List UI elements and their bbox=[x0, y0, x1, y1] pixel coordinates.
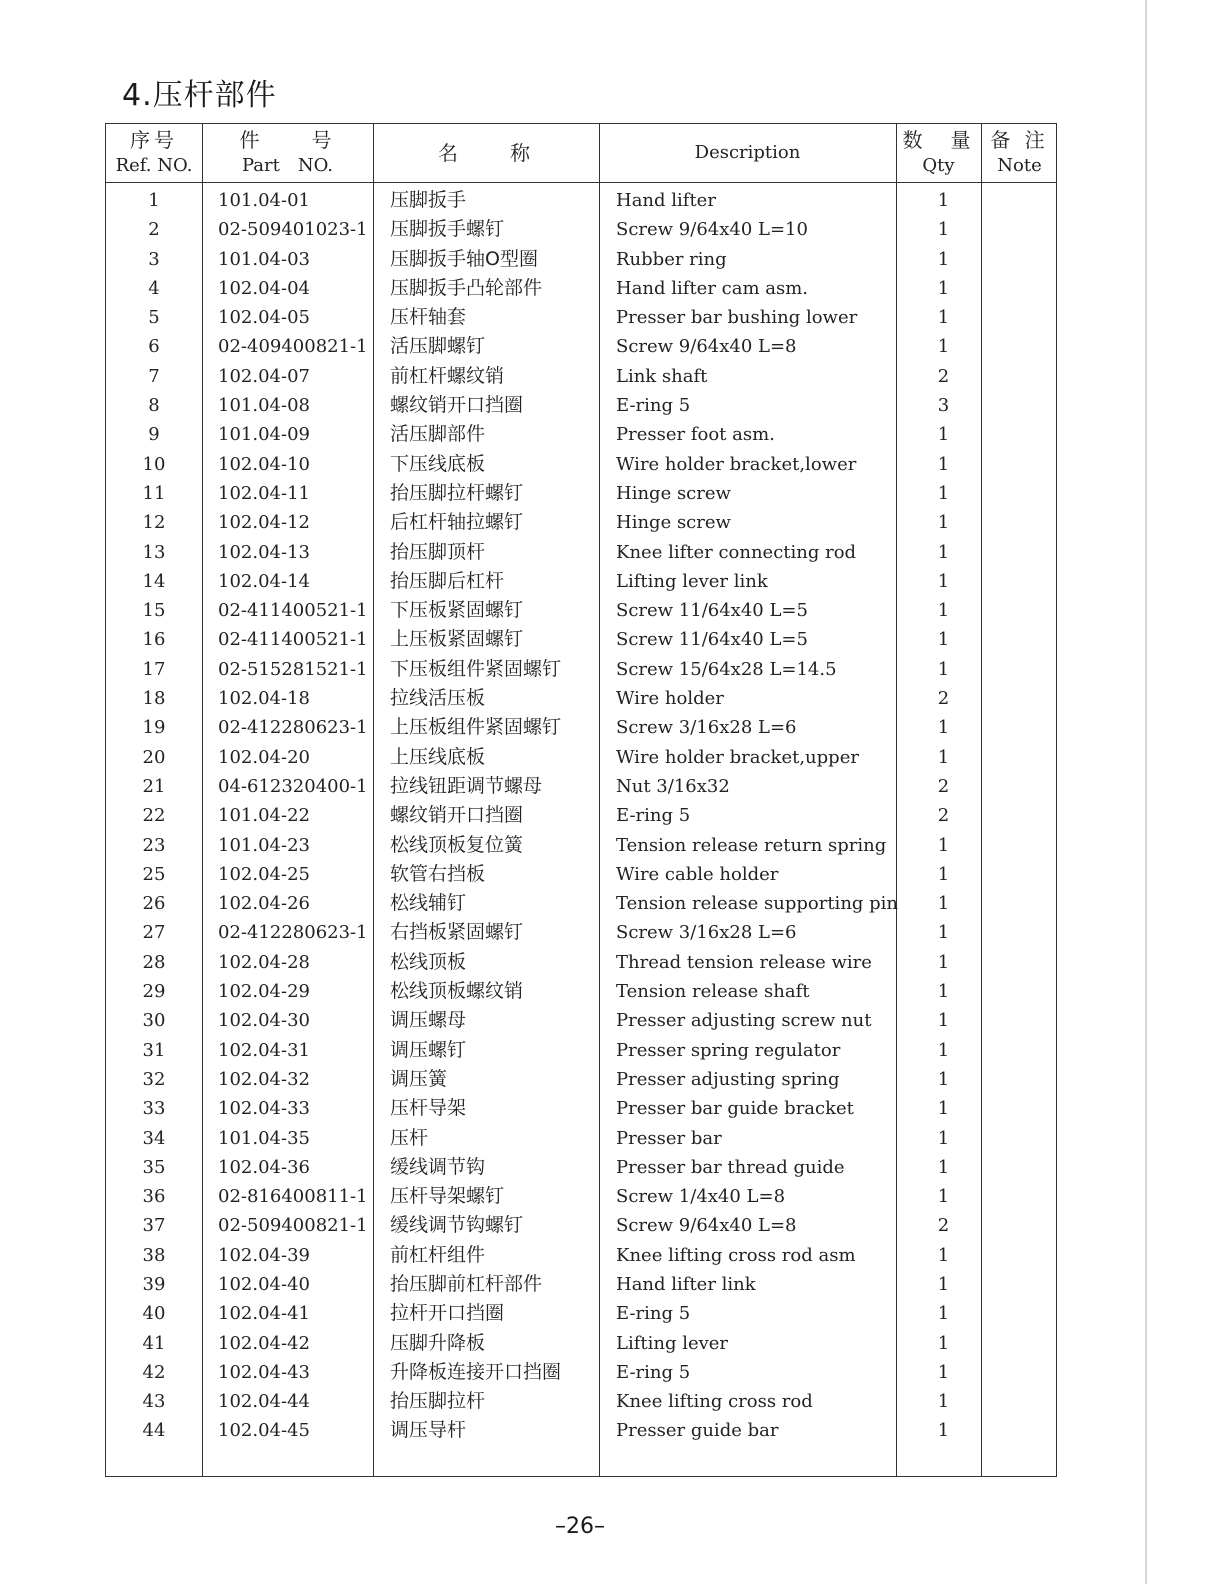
cell-description: Presser bar bbox=[616, 1127, 722, 1149]
header-ref-cn: 序号 bbox=[130, 128, 178, 152]
cell-ref: 43 bbox=[142, 1391, 166, 1413]
cell-qty: 1 bbox=[937, 893, 950, 915]
cell-part-no: 102.04-36 bbox=[218, 1156, 310, 1178]
cell-name-cn: 压脚扳手轴O型圈 bbox=[390, 247, 538, 270]
header-qty-en: Qty bbox=[922, 155, 955, 176]
cell-part-no: 102.04-18 bbox=[218, 688, 310, 710]
cell-qty: 1 bbox=[937, 658, 950, 680]
cell-part-no: 102.04-40 bbox=[218, 1273, 310, 1295]
cell-part-no: 102.04-45 bbox=[218, 1420, 310, 1442]
cell-name-cn: 调压导杆 bbox=[390, 1419, 467, 1442]
header-note bbox=[981, 124, 1058, 182]
cell-qty: 1 bbox=[937, 1186, 950, 1208]
table-row bbox=[106, 655, 1056, 684]
cell-ref: 6 bbox=[148, 336, 160, 358]
cell-name-cn: 缓线调节钩螺钉 bbox=[390, 1214, 524, 1237]
cell-qty: 1 bbox=[937, 834, 950, 856]
section-title: 4.压杆部件 bbox=[122, 78, 277, 113]
header-divider bbox=[106, 182, 1056, 183]
cell-description: Presser bar guide bracket bbox=[616, 1098, 854, 1120]
table-row bbox=[106, 186, 1056, 215]
cell-qty: 1 bbox=[937, 629, 950, 651]
cell-description: Hand lifter cam asm. bbox=[616, 277, 809, 299]
cell-part-no: 102.04-26 bbox=[218, 893, 310, 915]
table-row bbox=[106, 1153, 1056, 1182]
cell-name-cn: 活压脚螺钉 bbox=[390, 335, 486, 358]
cell-qty: 2 bbox=[937, 805, 950, 827]
cell-ref: 15 bbox=[142, 600, 166, 622]
cell-ref: 29 bbox=[142, 981, 166, 1003]
cell-qty: 2 bbox=[937, 688, 950, 710]
cell-qty: 1 bbox=[937, 190, 950, 211]
cell-ref: 9 bbox=[148, 424, 160, 446]
cell-part-no: 02-411400521-1 bbox=[218, 629, 368, 651]
cell-qty: 1 bbox=[937, 1098, 950, 1120]
cell-part-no: 102.04-07 bbox=[218, 365, 310, 387]
cell-part-no: 102.04-30 bbox=[218, 1010, 310, 1032]
table-row bbox=[106, 332, 1056, 361]
cell-part-no: 102.04-42 bbox=[218, 1332, 310, 1354]
cell-description: Lifting lever link bbox=[616, 570, 768, 592]
cell-qty: 2 bbox=[937, 1215, 950, 1237]
table-row bbox=[106, 1182, 1056, 1211]
cell-part-no: 101.04-22 bbox=[218, 805, 310, 827]
cell-part-no: 101.04-35 bbox=[218, 1127, 310, 1149]
table-row bbox=[106, 743, 1056, 772]
cell-ref: 32 bbox=[142, 1068, 166, 1090]
table-row bbox=[106, 1006, 1056, 1035]
table-row bbox=[106, 801, 1056, 830]
table-row bbox=[106, 860, 1056, 889]
cell-description: Screw 1/4x40 L=8 bbox=[616, 1186, 786, 1208]
cell-description: Screw 3/16x28 L=6 bbox=[616, 922, 797, 944]
cell-ref: 20 bbox=[142, 746, 166, 768]
cell-description: Knee lifting cross rod bbox=[616, 1391, 813, 1413]
cell-ref: 30 bbox=[142, 1010, 166, 1032]
cell-ref: 26 bbox=[142, 893, 166, 915]
cell-qty: 1 bbox=[937, 307, 950, 329]
cell-name-cn: 上压板组件紧固螺钉 bbox=[390, 716, 562, 739]
cell-part-no: 102.04-31 bbox=[218, 1039, 310, 1061]
cell-part-no: 102.04-33 bbox=[218, 1098, 310, 1120]
cell-ref: 19 bbox=[142, 717, 166, 739]
cell-qty: 1 bbox=[937, 1068, 950, 1090]
cell-description: Presser bar bushing lower bbox=[616, 307, 858, 329]
cell-description: Wire holder bracket,lower bbox=[616, 453, 857, 475]
table-row bbox=[106, 1387, 1056, 1416]
cell-name-cn: 后杠杆轴拉螺钉 bbox=[390, 511, 524, 534]
table-row bbox=[106, 215, 1056, 244]
cell-part-no: 102.04-39 bbox=[218, 1244, 310, 1266]
cell-part-no: 102.04-14 bbox=[218, 570, 310, 592]
cell-part-no: 101.04-23 bbox=[218, 834, 310, 856]
cell-qty: 1 bbox=[937, 746, 950, 768]
table-row bbox=[106, 948, 1056, 977]
table-row bbox=[106, 274, 1056, 303]
cell-qty: 1 bbox=[937, 1010, 950, 1032]
cell-ref: 21 bbox=[142, 775, 166, 797]
cell-qty: 1 bbox=[937, 1361, 950, 1383]
cell-name-cn: 压脚扳手 bbox=[390, 189, 467, 211]
cell-ref: 4 bbox=[148, 277, 160, 299]
cell-qty: 1 bbox=[937, 424, 950, 446]
cell-description: E-ring 5 bbox=[616, 1361, 691, 1383]
cell-part-no: 102.04-20 bbox=[218, 746, 310, 768]
cell-ref: 5 bbox=[148, 307, 160, 329]
cell-part-no: 02-509400821-1 bbox=[218, 1215, 368, 1237]
cell-name-cn: 压脚扳手螺钉 bbox=[390, 218, 505, 241]
cell-name-cn: 压脚扳手凸轮部件 bbox=[390, 276, 543, 299]
table-row bbox=[106, 1270, 1056, 1299]
cell-name-cn: 抬压脚拉杆 bbox=[390, 1390, 486, 1413]
table-body bbox=[106, 186, 1056, 1446]
cell-description: Presser spring regulator bbox=[616, 1039, 841, 1061]
cell-qty: 1 bbox=[937, 1039, 950, 1061]
cell-description: Screw 3/16x28 L=6 bbox=[616, 717, 797, 739]
cell-qty: 1 bbox=[937, 541, 950, 563]
cell-part-no: 102.04-29 bbox=[218, 981, 310, 1003]
cell-ref: 25 bbox=[142, 863, 166, 885]
cell-description: Presser adjusting screw nut bbox=[616, 1010, 872, 1032]
cell-name-cn: 压杆 bbox=[390, 1126, 429, 1149]
cell-name-cn: 调压螺钉 bbox=[390, 1038, 467, 1061]
cell-description: Screw 15/64x28 L=14.5 bbox=[616, 658, 837, 680]
cell-name-cn: 松线辅钉 bbox=[390, 892, 467, 915]
table-row bbox=[106, 831, 1056, 860]
cell-ref: 31 bbox=[142, 1039, 166, 1061]
cell-part-no: 102.04-13 bbox=[218, 541, 310, 563]
cell-description: Rubber ring bbox=[616, 248, 727, 270]
header-part-en: Part NO. bbox=[241, 155, 334, 176]
cell-description: Presser adjusting spring bbox=[616, 1068, 840, 1090]
cell-name-cn: 右挡板紧固螺钉 bbox=[390, 921, 524, 944]
cell-qty: 1 bbox=[937, 717, 950, 739]
cell-part-no: 102.04-28 bbox=[218, 951, 310, 973]
cell-name-cn: 抬压脚顶杆 bbox=[390, 540, 486, 563]
cell-name-cn: 调压簧 bbox=[390, 1067, 448, 1090]
cell-name-cn: 拉杆开口挡圈 bbox=[390, 1302, 505, 1325]
cell-description: Wire cable holder bbox=[616, 863, 779, 885]
cell-part-no: 102.04-04 bbox=[218, 277, 310, 299]
cell-name-cn: 压杆轴套 bbox=[390, 306, 467, 329]
cell-description: Hinge screw bbox=[616, 482, 731, 504]
cell-ref: 38 bbox=[142, 1244, 166, 1266]
cell-description: Lifting lever bbox=[616, 1332, 729, 1354]
cell-qty: 1 bbox=[937, 482, 950, 504]
cell-description: E-ring 5 bbox=[616, 805, 691, 827]
table-row bbox=[106, 479, 1056, 508]
cell-description: Wire holder bracket,upper bbox=[616, 746, 859, 768]
cell-qty: 1 bbox=[937, 981, 950, 1003]
page-number: –26– bbox=[555, 1514, 605, 1539]
cell-qty: 3 bbox=[937, 395, 950, 417]
cell-part-no: 04-612320400-1 bbox=[218, 775, 368, 797]
cell-part-no: 102.04-43 bbox=[218, 1361, 310, 1383]
table-row bbox=[106, 1094, 1056, 1123]
cell-name-cn: 下压线底板 bbox=[390, 452, 486, 475]
cell-qty: 1 bbox=[937, 1156, 950, 1178]
cell-ref: 3 bbox=[148, 248, 160, 270]
cell-part-no: 102.04-10 bbox=[218, 453, 310, 475]
cell-qty: 1 bbox=[937, 1273, 950, 1295]
cell-ref: 37 bbox=[142, 1215, 166, 1237]
table-row bbox=[106, 450, 1056, 479]
cell-name-cn: 螺纹销开口挡圈 bbox=[390, 804, 524, 827]
cell-description: Nut 3/16x32 bbox=[616, 775, 730, 797]
cell-part-no: 02-816400811-1 bbox=[218, 1186, 368, 1208]
cell-ref: 2 bbox=[148, 219, 160, 241]
header-description-text: Description bbox=[694, 142, 801, 163]
table-row bbox=[106, 362, 1056, 391]
header-part-cn: 件 号 bbox=[239, 128, 336, 152]
cell-ref: 13 bbox=[142, 541, 166, 563]
cell-part-no: 02-509401023-1 bbox=[218, 219, 368, 241]
header-qty-cn: 数 量 bbox=[902, 128, 975, 152]
cell-ref: 40 bbox=[142, 1303, 166, 1325]
cell-part-no: 102.04-11 bbox=[218, 482, 310, 504]
cell-part-no: 02-409400821-1 bbox=[218, 336, 368, 358]
table-row bbox=[106, 1036, 1056, 1065]
cell-qty: 1 bbox=[937, 570, 950, 592]
cell-qty: 1 bbox=[937, 600, 950, 622]
cell-part-no: 101.04-01 bbox=[218, 190, 310, 211]
cell-description: Tension release shaft bbox=[616, 981, 810, 1003]
cell-name-cn: 拉线活压板 bbox=[390, 687, 486, 710]
table-row bbox=[106, 772, 1056, 801]
cell-ref: 1 bbox=[148, 190, 160, 211]
cell-description: Screw 11/64x40 L=5 bbox=[616, 629, 808, 651]
table-row bbox=[106, 391, 1056, 420]
cell-part-no: 102.04-41 bbox=[218, 1303, 310, 1325]
cell-part-no: 102.04-25 bbox=[218, 863, 310, 885]
cell-name-cn: 活压脚部件 bbox=[390, 423, 486, 446]
header-qty bbox=[896, 124, 981, 182]
cell-ref: 42 bbox=[142, 1361, 166, 1383]
cell-name-cn: 上压板紧固螺钉 bbox=[390, 628, 524, 651]
cell-name-cn: 松线顶板复位簧 bbox=[390, 833, 524, 856]
cell-qty: 1 bbox=[937, 951, 950, 973]
header-ref bbox=[106, 124, 202, 182]
cell-qty: 1 bbox=[937, 248, 950, 270]
header-name bbox=[373, 124, 599, 182]
cell-ref: 34 bbox=[142, 1127, 166, 1149]
cell-qty: 1 bbox=[937, 512, 950, 534]
cell-description: Wire holder bbox=[616, 688, 724, 710]
cell-name-cn: 上压线底板 bbox=[390, 745, 486, 768]
table-row bbox=[106, 1299, 1056, 1328]
table-row bbox=[106, 977, 1056, 1006]
cell-ref: 27 bbox=[142, 922, 166, 944]
cell-ref: 23 bbox=[142, 834, 166, 856]
cell-ref: 8 bbox=[148, 395, 160, 417]
cell-description: Tension release supporting pin bbox=[616, 893, 899, 915]
cell-description: Screw 9/64x40 L=8 bbox=[616, 1215, 797, 1237]
cell-ref: 28 bbox=[142, 951, 166, 973]
cell-qty: 2 bbox=[937, 365, 950, 387]
cell-description: Hand lifter link bbox=[616, 1273, 756, 1295]
table-row bbox=[106, 889, 1056, 918]
cell-name-cn: 松线顶板 bbox=[390, 950, 467, 973]
cell-ref: 14 bbox=[142, 570, 166, 592]
cell-ref: 7 bbox=[148, 365, 160, 387]
cell-qty: 1 bbox=[937, 922, 950, 944]
page-edge-line bbox=[1145, 0, 1147, 1584]
cell-description: Presser guide bar bbox=[616, 1420, 779, 1442]
table-row bbox=[106, 508, 1056, 537]
cell-ref: 36 bbox=[142, 1186, 166, 1208]
cell-name-cn: 下压板紧固螺钉 bbox=[390, 599, 524, 622]
header-part bbox=[202, 124, 373, 182]
cell-description: Knee lifter connecting rod bbox=[616, 541, 857, 563]
header-ref-en: Ref. NO. bbox=[115, 155, 193, 176]
table-row bbox=[106, 538, 1056, 567]
cell-qty: 1 bbox=[937, 277, 950, 299]
cell-description: Knee lifting cross rod asm bbox=[616, 1244, 856, 1266]
cell-ref: 22 bbox=[142, 805, 166, 827]
cell-part-no: 101.04-08 bbox=[218, 395, 310, 417]
cell-name-cn: 调压螺母 bbox=[390, 1009, 467, 1032]
cell-ref: 39 bbox=[142, 1273, 166, 1295]
cell-qty: 1 bbox=[937, 1244, 950, 1266]
cell-description: Link shaft bbox=[616, 365, 708, 387]
parts-table bbox=[105, 123, 1057, 1477]
table-row bbox=[106, 1065, 1056, 1094]
cell-name-cn: 升降板连接开口挡圈 bbox=[390, 1360, 562, 1383]
table-row bbox=[106, 713, 1056, 742]
cell-qty: 1 bbox=[937, 1127, 950, 1149]
cell-qty: 1 bbox=[937, 1303, 950, 1325]
cell-name-cn: 抬压脚前杠杆部件 bbox=[390, 1272, 543, 1295]
table-row bbox=[106, 1124, 1056, 1153]
cell-part-no: 02-411400521-1 bbox=[218, 600, 368, 622]
cell-name-cn: 压杆导架螺钉 bbox=[390, 1185, 505, 1208]
cell-part-no: 102.04-44 bbox=[218, 1391, 310, 1413]
cell-ref: 44 bbox=[142, 1420, 166, 1442]
cell-name-cn: 抬压脚拉杆螺钉 bbox=[390, 481, 524, 504]
cell-description: Screw 9/64x40 L=10 bbox=[616, 219, 808, 241]
cell-name-cn: 软管右挡板 bbox=[390, 862, 486, 885]
header-note-en: Note bbox=[997, 155, 1042, 176]
cell-description: Presser bar thread guide bbox=[616, 1156, 845, 1178]
cell-description: Screw 9/64x40 L=8 bbox=[616, 336, 797, 358]
cell-part-no: 102.04-32 bbox=[218, 1068, 310, 1090]
cell-name-cn: 压脚升降板 bbox=[390, 1331, 486, 1354]
cell-ref: 41 bbox=[142, 1332, 166, 1354]
cell-qty: 2 bbox=[937, 775, 950, 797]
cell-description: Thread tension release wire bbox=[616, 951, 872, 973]
cell-description: Screw 11/64x40 L=5 bbox=[616, 600, 808, 622]
cell-name-cn: 拉线钮距调节螺母 bbox=[390, 774, 543, 797]
cell-qty: 1 bbox=[937, 1391, 950, 1413]
cell-qty: 1 bbox=[937, 336, 950, 358]
cell-qty: 1 bbox=[937, 219, 950, 241]
cell-description: E-ring 5 bbox=[616, 1303, 691, 1325]
cell-part-no: 02-412280623-1 bbox=[218, 922, 368, 944]
cell-ref: 12 bbox=[142, 512, 166, 534]
cell-name-cn: 前杠杆螺纹销 bbox=[390, 364, 505, 387]
cell-ref: 11 bbox=[142, 482, 166, 504]
cell-qty: 1 bbox=[937, 863, 950, 885]
cell-name-cn: 压杆导架 bbox=[390, 1097, 467, 1120]
table-row bbox=[106, 918, 1056, 947]
cell-ref: 17 bbox=[142, 658, 166, 680]
cell-ref: 33 bbox=[142, 1098, 166, 1120]
table-row bbox=[106, 1416, 1056, 1445]
cell-part-no: 02-412280623-1 bbox=[218, 717, 368, 739]
table-row bbox=[106, 1358, 1056, 1387]
cell-part-no: 02-515281521-1 bbox=[218, 658, 368, 680]
cell-description: Hand lifter bbox=[616, 190, 716, 211]
table-row bbox=[106, 245, 1056, 274]
cell-name-cn: 缓线调节钩 bbox=[390, 1155, 486, 1178]
cell-part-no: 102.04-05 bbox=[218, 307, 310, 329]
table-row bbox=[106, 1211, 1056, 1240]
cell-qty: 1 bbox=[937, 453, 950, 475]
table-row bbox=[106, 684, 1056, 713]
cell-description: Tension release return spring bbox=[616, 834, 887, 856]
table-row bbox=[106, 420, 1056, 449]
cell-ref: 10 bbox=[142, 453, 166, 475]
cell-name-cn: 前杠杆组件 bbox=[390, 1243, 486, 1266]
cell-description: Hinge screw bbox=[616, 512, 731, 534]
header-description bbox=[599, 124, 896, 182]
header-name-cn: 名 称 bbox=[438, 141, 534, 165]
cell-ref: 16 bbox=[142, 629, 166, 651]
cell-ref: 18 bbox=[142, 688, 166, 710]
cell-name-cn: 下压板组件紧固螺钉 bbox=[390, 657, 562, 680]
cell-name-cn: 抬压脚后杠杆 bbox=[390, 569, 505, 592]
table-row bbox=[106, 567, 1056, 596]
cell-name-cn: 松线顶板螺纹销 bbox=[390, 980, 524, 1003]
table-row bbox=[106, 625, 1056, 654]
cell-part-no: 101.04-03 bbox=[218, 248, 310, 270]
cell-qty: 1 bbox=[937, 1332, 950, 1354]
header-note-cn: 备 注 bbox=[990, 128, 1049, 152]
cell-part-no: 102.04-12 bbox=[218, 512, 310, 534]
cell-description: Presser foot asm. bbox=[616, 424, 775, 446]
table-row bbox=[106, 303, 1056, 332]
table-row bbox=[106, 596, 1056, 625]
cell-part-no: 101.04-09 bbox=[218, 424, 310, 446]
cell-description: E-ring 5 bbox=[616, 395, 691, 417]
cell-qty: 1 bbox=[937, 1420, 950, 1442]
cell-name-cn: 螺纹销开口挡圈 bbox=[390, 394, 524, 417]
table-row bbox=[106, 1241, 1056, 1270]
cell-ref: 35 bbox=[142, 1156, 166, 1178]
table-row bbox=[106, 1329, 1056, 1358]
